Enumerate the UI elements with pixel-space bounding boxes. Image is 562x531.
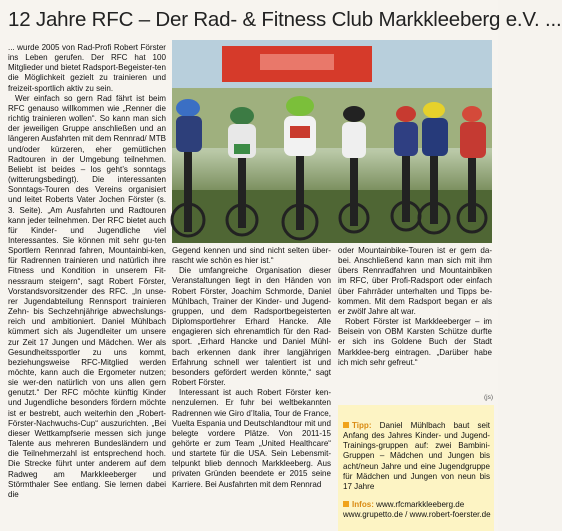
info-links: [343, 500, 492, 520]
tip-label: Tipp:: [352, 421, 372, 430]
intro-paragraph: ... wurde 2005 von Rad-Profi Robert Förster ins Leben gerufen. Der RFC hat 100 Mitglieder und bietet Radsport-Begeister-ten die Möglichkeit gezielt zu trainieren und freizeit-sportlich aktiv zu sein.: [8, 43, 166, 93]
tip-text: [343, 421, 490, 492]
author-signoff: (js): [484, 394, 494, 401]
body-paragraph: Gegend kennen und sind nicht selten über-rascht wie schön es hier ist.“: [172, 246, 331, 266]
info-link: www.rfcmarkkleeberg.de: [376, 500, 465, 509]
body-paragraph: oder Mountainbike-Touren ist er gern da-bei. Anschließend kann man sich mit ihm übers Rennradfahren und Mountainbiken im RFC, über Profi-Radsport oder einfach über Fahrräder unterhalten und Tipps be-kommen. Mit dem Radsport began er als er zwölf Jahre alt war.: [338, 246, 492, 316]
body-paragraph: Wer einfach so gern Rad fährt ist beim RFC genauso willkommen wie „Renner die richtig trainieren wollen“. So kann man sich der jeweiligen Gruppe anschließen und an längeren Ausfahrten mit dem Rennrad/ MTB und/oder kürzeren, eher gemütlichen Radtouren in der Umgebung teilnehmen. Beliebt ist beides – los geht’s sonntags (witterungsbedingt). Die interessanten Sonntags-Touren des Vereins organisiert und leitet Roberts Vater Jochen Förster (s. 3. Seite). „Am Ausfahrten und Radtouren kann jeder teilnehmen. Der RFC bietet auch für Kinder- und Jugendliche viel Interessantes. Sie können mit sehr gu-ten Sportlern Rennrad fahren, Mountainbi-ken, für Radrennen trainieren und natürlich ihre Fitness und Kondition in unserem Fit-nessraum steigern“, sagt Robert Förster, Vorstandsvorsitzender des RFC. „In unse-rer Jugendabteilung Rennsport trainieren Zehn- bis Sechzehnjährige abwechslungs-reich und ambitioniert. Daniel Mühlbach kümmert sich als Jugendleiter um unsere zur Zeit 17 Jungen und Mädchen. Wer als Gesundheitssportler zu uns kommt, beziehungsweise RFC-Mitglied werden möchte, kann auch die Ergometer nutzen; sie wer-den natürlich von uns allen gern genutzt.“ Der RFC möchte künftig Kinder und Jugendliche besonders fördern möchte ist er bestrebt, auch weiterhin den „Robert-Förster-Nachwuchs-Cup“ auszurichten. „Bei dieser Wettkampfserie messen sich junge Talente aus mehreren Bundesländern und die Teilnehmerzahl ist entsprechend hoch. Die Strecke führt unter anderem auf dem Radweg am Markkleeberger und Störmthaler See entlang. Sie lernen dabei die: [8, 93, 166, 499]
article-headline: 12 Jahre RFC – Der Rad- & Fitness Club Markkleeberg e.V. ...: [8, 8, 562, 31]
cyclists-photo: [172, 40, 492, 243]
body-paragraph: Robert Förster ist Markkleeberger – im Beisein von OBM Karsten Schütze durfte er sich ins Goldene Buch der Stadt Markklee-berg eintragen. „Darüber habe ich mich sehr gefreut.“: [338, 317, 492, 367]
info-label: Infos:: [352, 500, 374, 509]
body-paragraph: Interessant ist auch Robert Förster ken-nenzulernen. Er fuhr bei weltbekannten Radrennen wie Giro d’Italia, Tour de France, Vuelta Espania und Deutschlandtour mit und belegte vordere Plätze. Von 2011-15 gehörte er zum Team „United Healthcare“ und startete für die USA. Sein Lebensmit-telpunkt blieb dennoch Markkleeberg. Aus privaten Gründen beendete er 2015 seine Karriere. Bei Ausfahrten mit dem Rennrad: [172, 388, 331, 489]
orange-bullet-icon: [343, 422, 349, 428]
article-column-1: [8, 43, 166, 500]
orange-bullet-icon: [343, 501, 349, 507]
cyclists-illustration: [172, 40, 492, 243]
body-paragraph: Die umfangreiche Organisation dieser Veranstaltungen liegt in den Händen von Robert Förster, Joachim Schmorde, Daniel Mühlbach, Trainer der Kinder- und Jugend-gruppen, und dem Radsportbegeisterten Diplomsportlehrer Erhard Hancke. Alle engagieren sich ehrenamtlich für den Rad-sport. „Erhard Hancke und Daniel Mühl-bach erkennen dank ihrer langjährigen Erfahrung schnell wer talentiert ist und besonders gefördert werden könnte,“ sagt Robert Förster.: [172, 266, 331, 388]
article-column-2: [172, 246, 331, 490]
tip-body: Daniel Mühlbach baut seit Anfang des Jahres Kinder- und Jugend-Trainings-gruppen auf: zwei Bambini-Gruppen – Mädchen und Jungen bis acht/neun Jahre und eine Jugendgruppe für Mädchen und Jungen von neun bis 17 Jahre: [343, 421, 490, 491]
article-column-3: [338, 246, 492, 368]
info-link: www.grupetto.de / www.robert-foerster.de: [343, 510, 491, 520]
